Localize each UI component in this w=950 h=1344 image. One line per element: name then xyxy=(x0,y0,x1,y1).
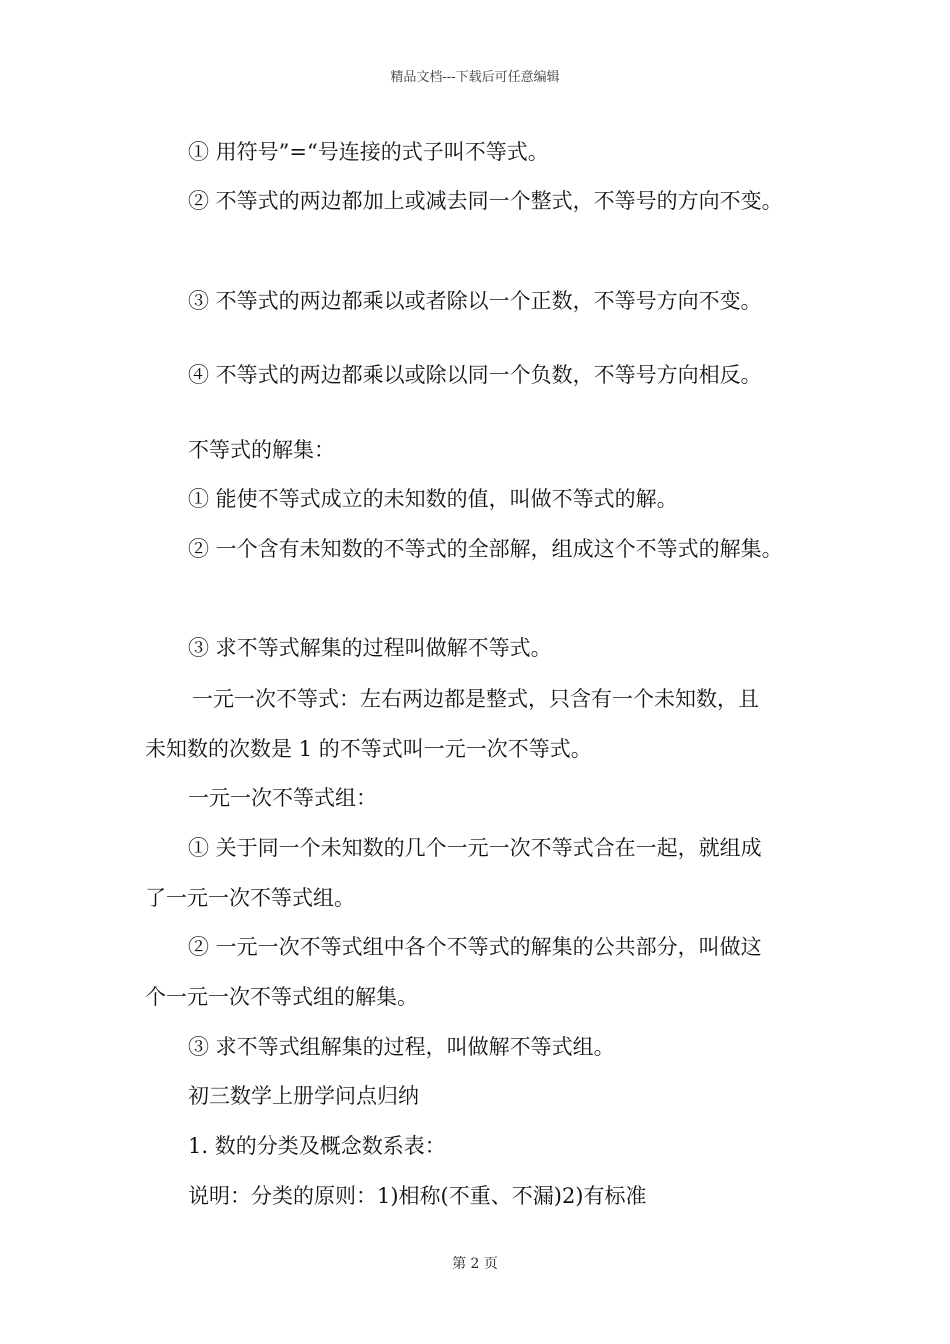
text-line: 说明：分类的原则：1)相称(不重、不漏)2)有标准 xyxy=(188,1184,647,1208)
text-line: ② 一个含有未知数的不等式的全部解，组成这个不等式的解集。 xyxy=(188,537,783,561)
section-heading: 初三数学上册学问点归纳 xyxy=(188,1084,419,1108)
text-line: ② 不等式的两边都加上或减去同一个整式，不等号的方向不变。 xyxy=(188,189,783,213)
text-line: 个一元一次不等式组的解集。 xyxy=(145,985,418,1009)
page-number: 第 2 页 xyxy=(452,1256,498,1272)
text-line: ③ 求不等式组解集的过程，叫做解不等式组。 xyxy=(188,1035,615,1059)
text-line: ④ 不等式的两边都乘以或除以同一个负数，不等号方向相反。 xyxy=(188,363,762,387)
text-line: ① 用符号”=“号连接的式子叫不等式。 xyxy=(188,140,549,164)
section-heading: 一元一次不等式组： xyxy=(188,786,377,810)
text-line: ② 一元一次不等式组中各个不等式的解集的公共部分，叫做这 xyxy=(188,935,762,959)
text-line: 未知数的次数是 1 的不等式叫一元一次不等式。 xyxy=(145,737,592,761)
text-line: ① 关于同一个未知数的几个一元一次不等式合在一起，就组成 xyxy=(188,836,762,860)
text-line: 了一元一次不等式组。 xyxy=(145,886,355,910)
text-line: 一元一次不等式：左右两边都是整式，只含有一个未知数，且 xyxy=(192,687,759,711)
text-line: ③ 不等式的两边都乘以或者除以一个正数，不等号方向不变。 xyxy=(188,289,762,313)
text-line: ③ 求不等式解集的过程叫做解不等式。 xyxy=(188,636,552,660)
text-line: ① 能使不等式成立的未知数的值，叫做不等式的解。 xyxy=(188,487,678,511)
page-header: 精品文档---下载后可任意编辑 xyxy=(390,70,560,85)
section-heading: 不等式的解集： xyxy=(188,438,335,462)
text-line: 1. 数的分类及概念数系表： xyxy=(188,1134,446,1158)
